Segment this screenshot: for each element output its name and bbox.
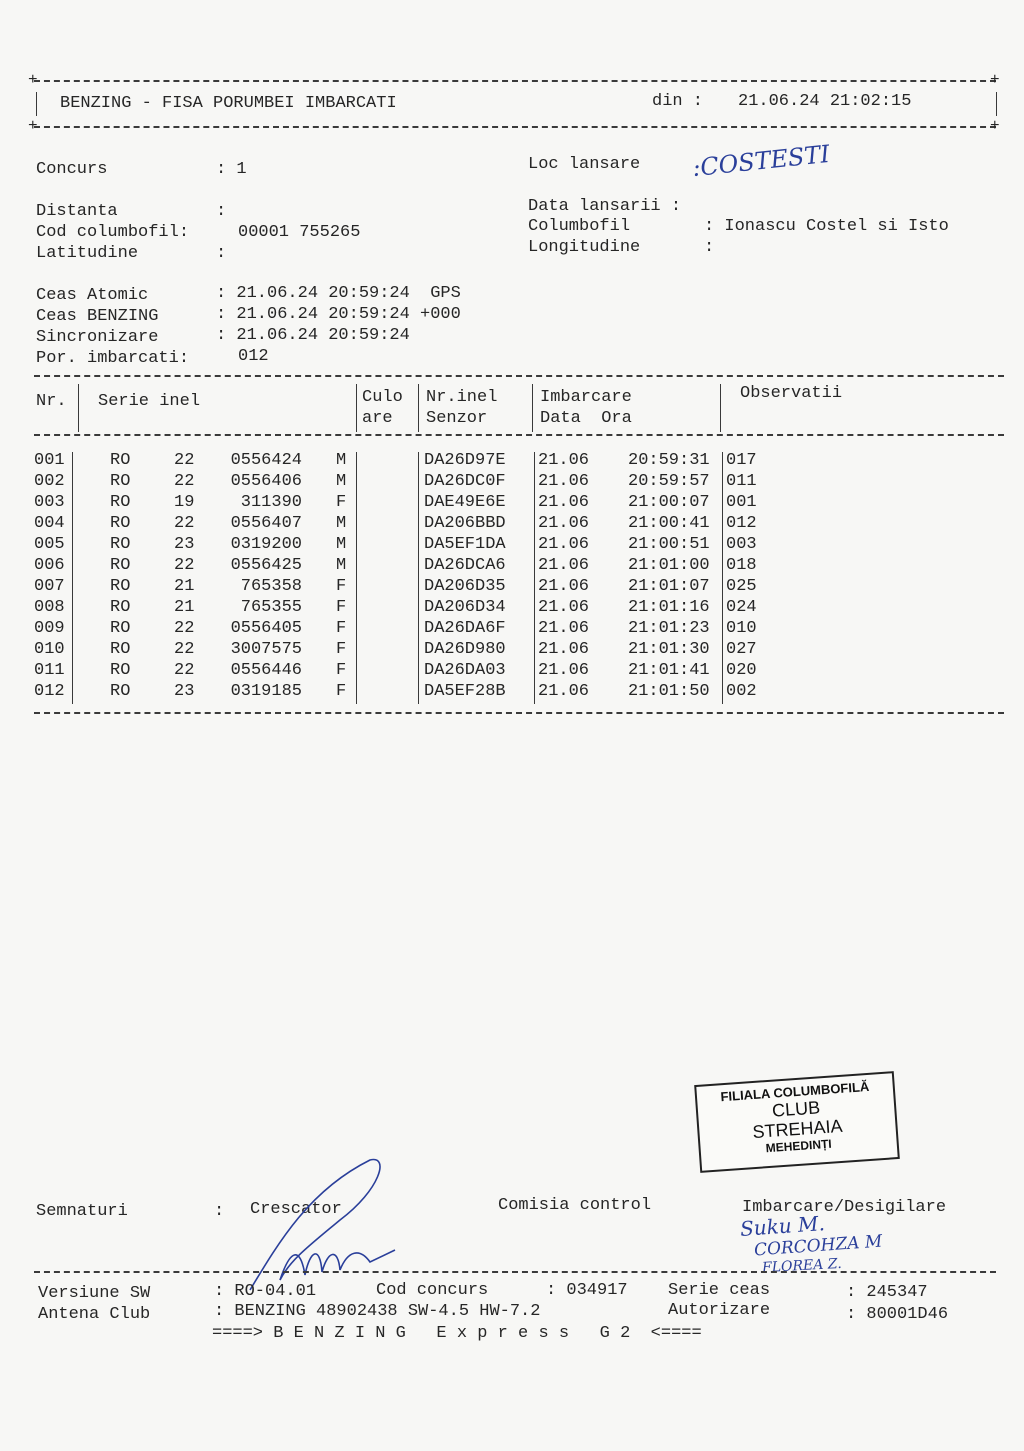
cell-nr: 005 xyxy=(34,535,65,554)
cell-tara: RO xyxy=(110,598,131,617)
header-imbarcare-2: Data Ora xyxy=(540,409,632,428)
cell-an: 23 xyxy=(174,682,195,701)
latitudine-label: Latitudine xyxy=(36,244,139,263)
cell-nr: 009 xyxy=(34,619,65,638)
table-top-rule xyxy=(34,375,1004,377)
cell-sex: F xyxy=(336,682,347,701)
cell-observatii: 024 xyxy=(726,598,757,617)
loc-lansare-label: Loc lansare xyxy=(528,155,641,174)
ceas-benzing-value: : 21.06.24 20:59:24 +000 xyxy=(216,305,461,324)
cell-ora: 20:59:57 xyxy=(628,472,710,491)
cell-ora: 20:59:31 xyxy=(628,451,710,470)
longitudine-value: : xyxy=(704,238,715,257)
sincronizare-value: : 21.06.24 20:59:24 xyxy=(216,326,410,345)
stamp-line-2: CLUB xyxy=(771,1097,821,1121)
col-separator xyxy=(418,384,419,432)
cell-observatii: 010 xyxy=(726,619,757,638)
stamp-line-3: STREHAIA xyxy=(751,1115,844,1143)
cell-an: 22 xyxy=(174,661,195,680)
cell-nr: 003 xyxy=(34,493,65,512)
cell-tara: RO xyxy=(110,451,131,470)
benzing-banner: ====> B E N Z I N G E x p r e s s G 2 <==== xyxy=(212,1324,702,1343)
cell-nr: 002 xyxy=(34,472,65,491)
cell-observatii: 020 xyxy=(726,661,757,680)
data-lansarii-label: Data lansarii : xyxy=(528,197,682,216)
cell-inel: 0319200 xyxy=(230,535,302,554)
cell-data: 21.06 xyxy=(538,577,590,596)
cell-tara: RO xyxy=(110,640,131,659)
col-separator xyxy=(720,384,721,432)
concurs-label: Concurs xyxy=(36,160,108,179)
header-imbarcare-1: Imbarcare xyxy=(540,388,632,407)
crescator-signature xyxy=(220,1150,420,1300)
cell-observatii: 002 xyxy=(726,682,757,701)
footer-rule xyxy=(34,1271,996,1273)
cell-nr: 008 xyxy=(34,598,65,617)
serie-ceas-value: : 245347 xyxy=(846,1283,928,1302)
title-top-rule xyxy=(34,80,996,82)
cell-tara: RO xyxy=(110,661,131,680)
cell-senzor: DA26DCA6 xyxy=(424,556,506,575)
header-nr-inel-2: Senzor xyxy=(426,409,488,428)
antena-club-label: Antena Club xyxy=(38,1305,151,1324)
cell-ora: 21:01:23 xyxy=(628,619,710,638)
table-bottom-rule xyxy=(34,712,1004,714)
table-row xyxy=(30,660,1010,681)
cod-concurs-label: Cod concurs xyxy=(376,1281,489,1300)
cell-data: 21.06 xyxy=(538,514,590,533)
cell-observatii: 001 xyxy=(726,493,757,512)
cell-senzor: DA206D35 xyxy=(424,577,506,596)
cod-columbofil-label: Cod columbofil: xyxy=(36,223,190,242)
cell-sex: M xyxy=(336,535,347,554)
cell-tara: RO xyxy=(110,619,131,638)
cell-inel: 0556405 xyxy=(230,619,302,638)
cell-an: 22 xyxy=(174,472,195,491)
cell-tara: RO xyxy=(110,535,131,554)
table-row xyxy=(30,681,1010,702)
por-imbarcati-value: 012 xyxy=(238,347,269,366)
cell-tara: RO xyxy=(110,493,131,512)
title-right-border xyxy=(996,92,997,116)
cell-an: 22 xyxy=(174,514,195,533)
cell-ora: 21:01:41 xyxy=(628,661,710,680)
title-bottom-rule xyxy=(34,126,996,128)
cell-data: 21.06 xyxy=(538,535,590,554)
ceas-atomic-label: Ceas Atomic xyxy=(36,286,149,305)
date-value: 21.06.24 21:02:15 xyxy=(738,92,912,111)
distanta-label: Distanta xyxy=(36,202,118,221)
col-separator xyxy=(78,384,79,432)
cell-data: 21.06 xyxy=(538,619,590,638)
cell-an: 21 xyxy=(174,598,195,617)
cell-inel: 0556424 xyxy=(230,451,302,470)
cell-senzor: DA26D980 xyxy=(424,640,506,659)
cell-an: 21 xyxy=(174,577,195,596)
columbofil-value: : Ionascu Costel si Isto xyxy=(704,217,949,236)
cell-nr: 006 xyxy=(34,556,65,575)
table-row xyxy=(30,534,1010,555)
cell-an: 22 xyxy=(174,640,195,659)
document-title: BENZING - FISA PORUMBEI IMBARCATI xyxy=(60,94,397,113)
cell-sex: F xyxy=(336,640,347,659)
cell-senzor: DA26DC0F xyxy=(424,472,506,491)
date-label: din : xyxy=(652,92,704,111)
table-row xyxy=(30,555,1010,576)
title-corner: + xyxy=(28,71,38,89)
title-corner: + xyxy=(28,117,38,135)
cell-an: 22 xyxy=(174,451,195,470)
cell-senzor: DA26D97E xyxy=(424,451,506,470)
concurs-value: : 1 xyxy=(216,160,247,179)
cell-inel: 0556407 xyxy=(230,514,302,533)
imbarcare-desigilare-label: Imbarcare/Desigilare xyxy=(742,1198,947,1217)
cell-sex: F xyxy=(336,493,347,512)
cell-inel: 3007575 xyxy=(230,640,302,659)
cell-inel: 765358 xyxy=(240,577,302,596)
cell-nr: 012 xyxy=(34,682,65,701)
cell-observatii: 012 xyxy=(726,514,757,533)
cell-ora: 21:01:16 xyxy=(628,598,710,617)
cell-ora: 21:00:41 xyxy=(628,514,710,533)
cell-nr: 010 xyxy=(34,640,65,659)
cell-senzor: DA5EF28B xyxy=(424,682,506,701)
crescator-label: Crescator xyxy=(250,1200,342,1219)
loc-lansare-value: :COSTESTI xyxy=(690,139,832,183)
cell-ora: 21:01:07 xyxy=(628,577,710,596)
cell-sex: F xyxy=(336,577,347,596)
cell-ora: 21:01:30 xyxy=(628,640,710,659)
cell-observatii: 003 xyxy=(726,535,757,554)
cell-sex: M xyxy=(336,556,347,575)
header-nr-inel-1: Nr.inel xyxy=(426,388,498,407)
cell-an: 19 xyxy=(174,493,195,512)
cell-senzor: DA26DA6F xyxy=(424,619,506,638)
cell-data: 21.06 xyxy=(538,598,590,617)
cell-nr: 011 xyxy=(34,661,65,680)
cell-sex: F xyxy=(336,661,347,680)
stamp-line-1: FILIALA COLUMBOFILĂ xyxy=(720,1078,870,1105)
comisia-control-label: Comisia control xyxy=(498,1196,652,1215)
cell-nr: 001 xyxy=(34,451,65,470)
cell-senzor: DAE49E6E xyxy=(424,493,506,512)
cell-observatii: 017 xyxy=(726,451,757,470)
header-culoare-1: Culo xyxy=(362,388,403,407)
por-imbarcati-label: Por. imbarcati: xyxy=(36,349,190,368)
title-left-border xyxy=(36,92,37,116)
club-stamp xyxy=(694,1071,900,1173)
cell-ora: 21:00:51 xyxy=(628,535,710,554)
cell-senzor: DA206D34 xyxy=(424,598,506,617)
cell-ora: 21:01:50 xyxy=(628,682,710,701)
cell-an: 22 xyxy=(174,619,195,638)
cell-inel: 311390 xyxy=(240,493,302,512)
cell-senzor: DA5EF1DA xyxy=(424,535,506,554)
cell-an: 23 xyxy=(174,535,195,554)
cell-sex: F xyxy=(336,619,347,638)
header-observatii: Observatii xyxy=(740,384,843,403)
header-nr: Nr. xyxy=(36,392,67,411)
cell-senzor: DA26DA03 xyxy=(424,661,506,680)
cell-inel: 765355 xyxy=(240,598,302,617)
cell-tara: RO xyxy=(110,514,131,533)
table-row xyxy=(30,576,1010,597)
latitudine-value: : xyxy=(216,244,227,263)
sincronizare-label: Sincronizare xyxy=(36,328,159,347)
table-row xyxy=(30,450,1010,471)
cell-inel: 0556406 xyxy=(230,472,302,491)
cell-observatii: 025 xyxy=(726,577,757,596)
cell-data: 21.06 xyxy=(538,451,590,470)
ceas-benzing-label: Ceas BENZING xyxy=(36,307,159,326)
cell-ora: 21:00:07 xyxy=(628,493,710,512)
table-row xyxy=(30,492,1010,513)
cell-sex: M xyxy=(336,472,347,491)
header-culoare-2: are xyxy=(362,409,393,428)
cell-sex: F xyxy=(336,598,347,617)
cell-sex: M xyxy=(336,451,347,470)
table-row xyxy=(30,639,1010,660)
table-row xyxy=(30,597,1010,618)
header-serie-inel: Serie inel xyxy=(98,392,201,411)
cell-tara: RO xyxy=(110,472,131,491)
cell-inel: 0556425 xyxy=(230,556,302,575)
table-row xyxy=(30,471,1010,492)
cod-concurs-value: : 034917 xyxy=(546,1281,628,1300)
cell-data: 21.06 xyxy=(538,640,590,659)
cell-tara: RO xyxy=(110,682,131,701)
handwritten-signature-2: CORCOHZA M xyxy=(753,1231,883,1261)
cell-nr: 007 xyxy=(34,577,65,596)
title-corner: + xyxy=(990,117,1000,135)
cell-tara: RO xyxy=(110,556,131,575)
cell-ora: 21:01:00 xyxy=(628,556,710,575)
title-corner: + xyxy=(990,71,1000,89)
versiune-sw-label: Versiune SW xyxy=(38,1284,151,1303)
handwritten-signature-3: FLOREA Z. xyxy=(761,1255,843,1277)
cell-observatii: 011 xyxy=(726,472,757,491)
cell-inel: 0556446 xyxy=(230,661,302,680)
cell-an: 22 xyxy=(174,556,195,575)
cell-observatii: 018 xyxy=(726,556,757,575)
table-row xyxy=(30,618,1010,639)
ceas-atomic-value: : 21.06.24 20:59:24 GPS xyxy=(216,284,461,303)
columbofil-label: Columbofil xyxy=(528,217,631,236)
autorizare-label: Autorizare xyxy=(668,1301,771,1320)
col-separator xyxy=(532,384,533,432)
handwritten-signature-1: Suku M. xyxy=(739,1211,826,1241)
table-header-rule xyxy=(34,434,1004,436)
cell-nr: 004 xyxy=(34,514,65,533)
longitudine-label: Longitudine xyxy=(528,238,641,257)
cell-data: 21.06 xyxy=(538,493,590,512)
cell-data: 21.06 xyxy=(538,682,590,701)
cell-sex: M xyxy=(336,514,347,533)
stamp-line-4: MEHEDINȚI xyxy=(765,1136,833,1156)
cod-columbofil-value: 00001 755265 xyxy=(238,223,361,242)
cell-data: 21.06 xyxy=(538,472,590,491)
semnaturi-sep: : xyxy=(214,1202,225,1221)
distanta-value: : xyxy=(216,202,227,221)
cell-data: 21.06 xyxy=(538,556,590,575)
versiune-sw-value: : RO-04.01 xyxy=(214,1282,317,1301)
semnaturi-label: Semnaturi xyxy=(36,1202,128,1221)
cell-data: 21.06 xyxy=(538,661,590,680)
cell-senzor: DA206BBD xyxy=(424,514,506,533)
autorizare-value: : 80001D46 xyxy=(846,1305,949,1324)
antena-club-value: : BENZING 48902438 SW-4.5 HW-7.2 xyxy=(214,1302,541,1321)
cell-tara: RO xyxy=(110,577,131,596)
cell-inel: 0319185 xyxy=(230,682,302,701)
cell-observatii: 027 xyxy=(726,640,757,659)
table-row xyxy=(30,513,1010,534)
col-separator xyxy=(356,384,357,432)
serie-ceas-label: Serie ceas xyxy=(668,1281,771,1300)
